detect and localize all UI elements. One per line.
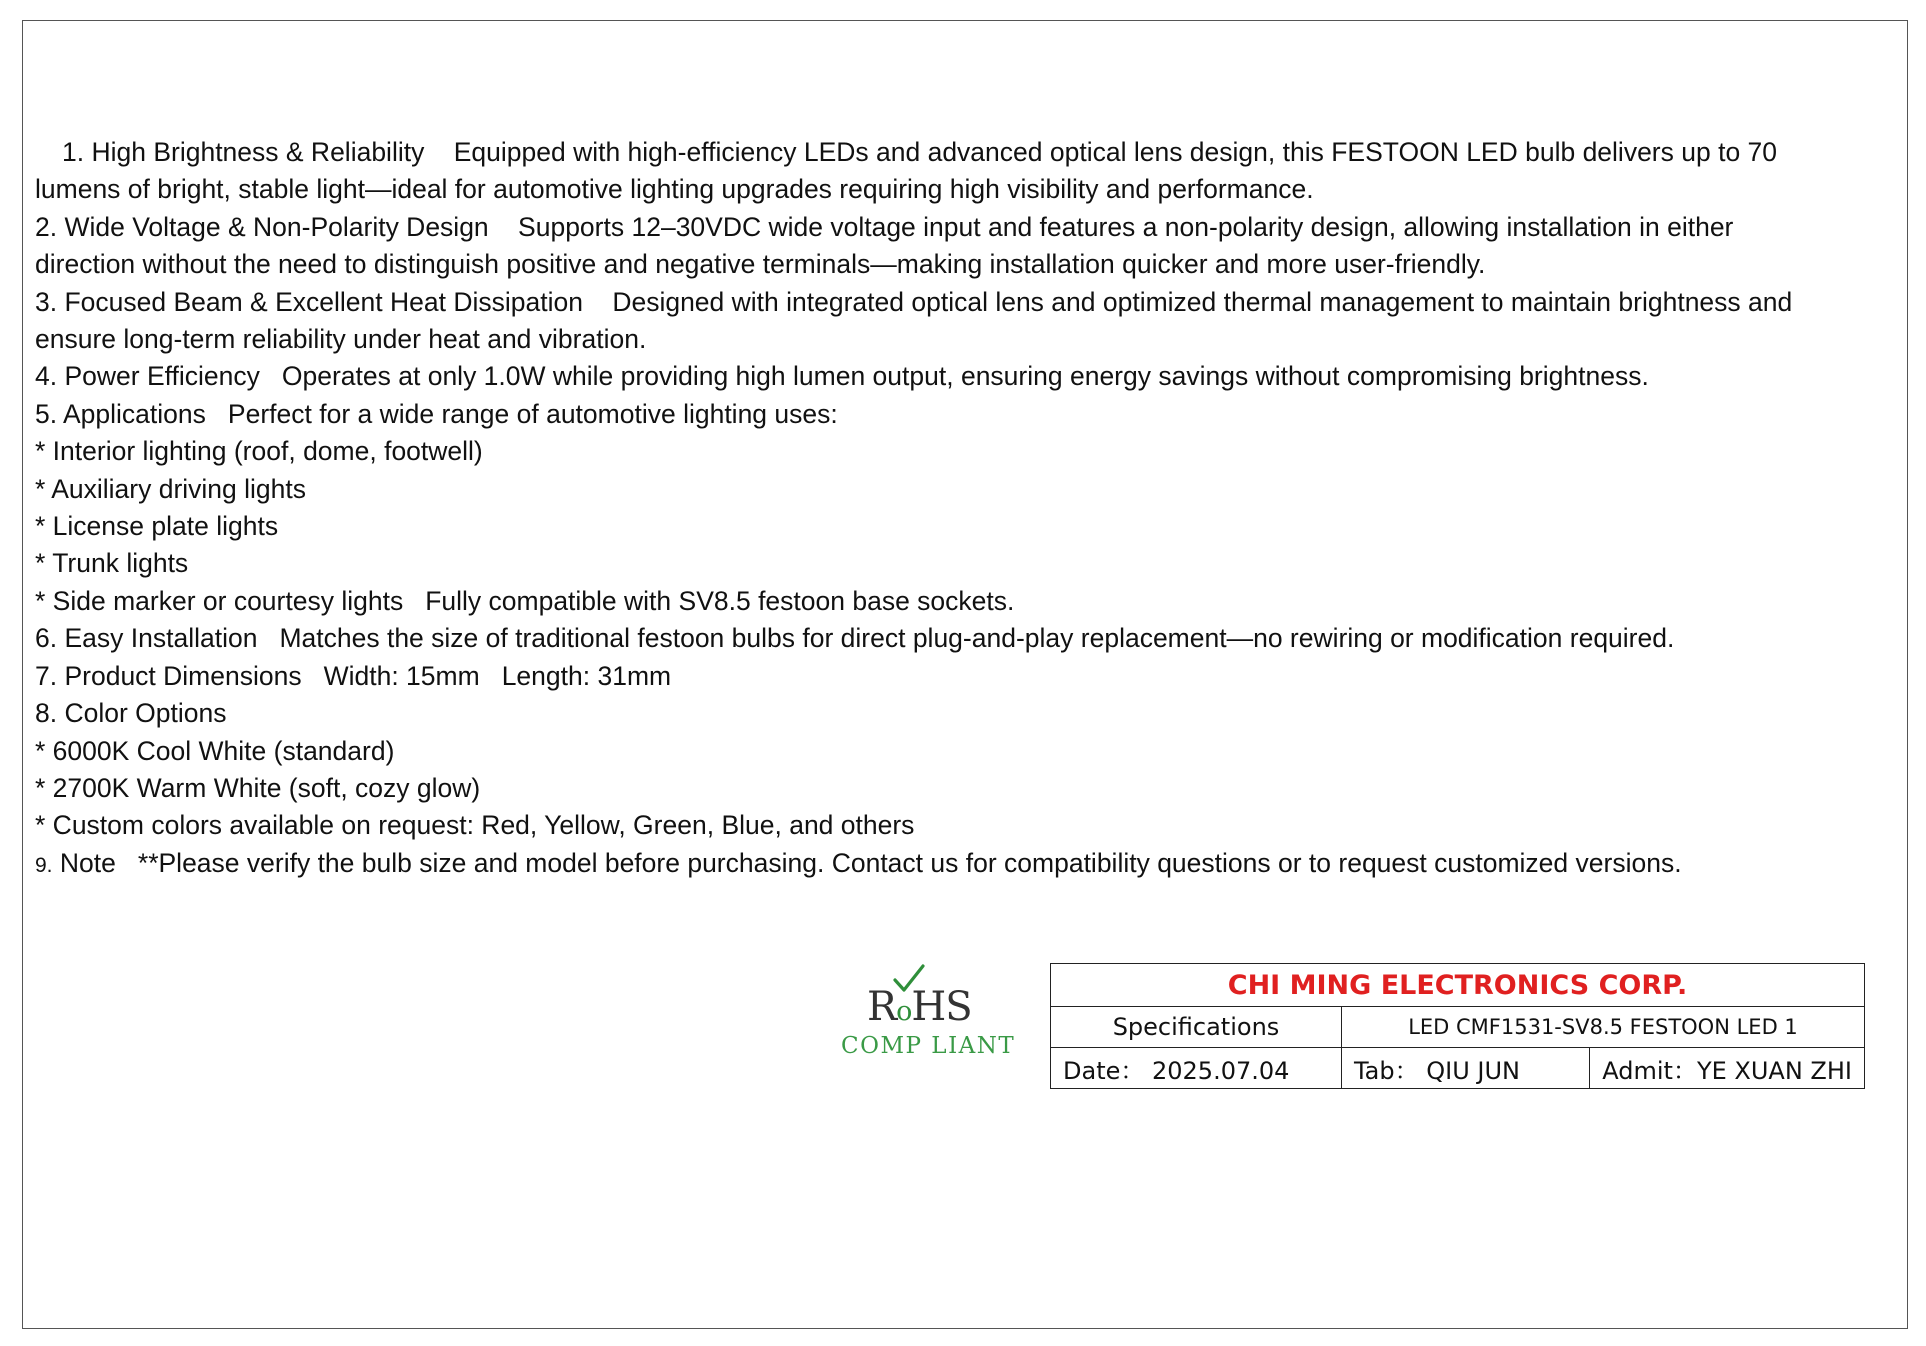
date-field: Date： 2025.07.04 [1051, 1048, 1342, 1089]
spec-line-3 [35, 209, 1897, 246]
list-item: * 6000K Cool White (standard) [35, 735, 395, 766]
spec-label: Specifications [1051, 1007, 1342, 1048]
heading-color-options: 8. Color Options [35, 698, 227, 729]
dimension-length: Length: 31mm [501, 660, 672, 691]
heading-beam: 3. Focused Beam & Excellent Heat Dissipation [35, 286, 583, 317]
detail-voltage: Supports 12–30VDC wide voltage input and features a non-polarity design, allowing installation in either [518, 211, 1734, 242]
title-block-row-signoff [1051, 1048, 1865, 1089]
heading-applications: 5. Applications [35, 398, 206, 429]
spec-text [35, 134, 1897, 884]
detail-brightness: Equipped with high-efficiency LEDs and advanced optical lens design, this FESTOON LED bulb delivers up to 70 [453, 137, 1778, 167]
rohs-wordmark [867, 984, 972, 1030]
heading-power: 4. Power Efficiency [35, 361, 260, 392]
admit-field: Admit：YE XUAN ZHI [1590, 1048, 1865, 1089]
title-block-row-spec [1051, 1007, 1865, 1048]
spec-line-note [35, 845, 1897, 884]
spec-line-4 [35, 246, 1897, 283]
spec-line-5 [35, 284, 1897, 321]
list-item [35, 583, 1897, 620]
detail-power: Operates at only 1.0W while providing high lumen output, ensuring energy savings without compromising brightness. [281, 361, 1649, 392]
rohs-letter-r: R [867, 984, 897, 1030]
detail-installation: Matches the size of traditional festoon bulbs for direct plug-and-play replacement—no rewiring or modification required. [279, 623, 1675, 654]
model-number: LED CMF1531-SV8.5 FESTOON LED 1 [1341, 1007, 1864, 1048]
spec-line-installation [35, 620, 1897, 657]
detail-beam: Designed with integrated optical lens and optimized thermal management to maintain brightness and [612, 286, 1793, 317]
detail-brightness-cont: lumens of bright, stable light—ideal for automotive lighting upgrades requiring high visibility and performance. [35, 174, 1314, 205]
detail-beam-cont: ensure long-term reliability under heat and vibration. [35, 324, 647, 355]
detail-note: **Please verify the bulb size and model before purchasing. Contact us for compatibility questions or to request customized versions. [137, 847, 1682, 878]
detail-voltage-cont: direction without the need to distinguish positive and negative terminals—making installation quicker and more user-friendly. [35, 249, 1486, 280]
heading-voltage: 2. Wide Voltage & Non-Polarity Design [35, 211, 489, 242]
list-item: * 2700K Warm White (soft, cozy glow) [35, 772, 481, 803]
spec-line-6 [35, 321, 1897, 358]
spec-line-8 [35, 396, 1897, 433]
heading-brightness: 1. High Brightness & Reliability [62, 137, 425, 167]
spec-line-dimensions [35, 658, 1897, 695]
heading-dimensions: 7. Product Dimensions [35, 660, 302, 691]
rohs-letters-hs: HS [911, 984, 972, 1030]
list-item: * Interior lighting (roof, dome, footwell) [35, 436, 483, 467]
heading-note: Note [59, 847, 116, 878]
dimension-width: Width: 15mm [323, 660, 480, 691]
rohs-subtitle: COMP LIANT [841, 1033, 1016, 1059]
tab-field: Tab： QIU JUN [1341, 1048, 1589, 1089]
title-block-table [1050, 963, 1865, 1089]
company-name: CHI MING ELECTRONICS CORP. [1051, 964, 1865, 1007]
list-item: * Trunk lights [35, 548, 189, 579]
list-item: * Custom colors available on request: Red, Yellow, Green, Blue, and others [35, 810, 915, 841]
compatibility-note: Fully compatible with SV8.5 festoon base sockets. [425, 585, 1015, 616]
list-item: * Auxiliary driving lights [35, 473, 307, 504]
detail-applications: Perfect for a wide range of automotive lighting uses: [227, 398, 838, 429]
title-block-row-company [1051, 964, 1865, 1007]
list-item-text: * Side marker or courtesy lights [35, 585, 404, 616]
list-item: * License plate lights [35, 511, 279, 542]
spec-line-1 [35, 134, 1897, 171]
rohs-letter-o: o [896, 996, 912, 1027]
spec-line-2 [35, 171, 1897, 208]
note-number: 9. [35, 853, 53, 877]
spec-line-7 [35, 358, 1897, 395]
heading-installation: 6. Easy Installation [35, 623, 258, 654]
rohs-compliant-logo [836, 960, 1016, 1070]
